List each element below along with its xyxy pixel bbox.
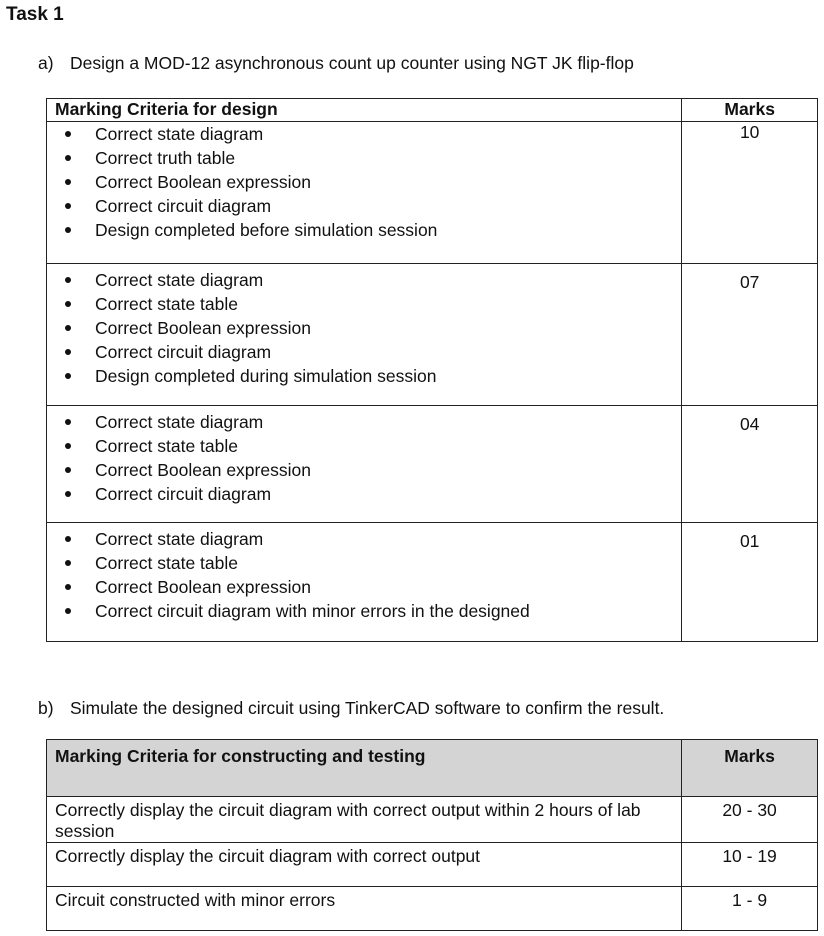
list-item: Correct state diagram	[47, 122, 681, 146]
list-item: Correct Boolean expression	[47, 458, 681, 482]
list-item: Correct state table	[47, 551, 681, 575]
list-item: Correct circuit diagram with minor errors in the designed	[47, 599, 681, 623]
list-item: Correct state table	[47, 292, 681, 316]
list-item: Design completed before simulation session	[47, 218, 681, 242]
list-item: Correct circuit diagram	[47, 340, 681, 364]
table-row	[47, 797, 818, 843]
marks-header: Marks	[682, 99, 818, 122]
criteria-cell: Correctly display the circuit diagram with correct output within 2 hours of lab session	[47, 797, 682, 843]
list-item: Correct circuit diagram	[47, 482, 681, 506]
part-b-label: b)	[38, 698, 54, 718]
list-item: Correct truth table	[47, 146, 681, 170]
criteria-cell: Circuit constructed with minor errors	[47, 887, 682, 931]
table-row	[47, 843, 818, 887]
list-item: Correct circuit diagram	[47, 194, 681, 218]
table-header-row	[47, 99, 818, 122]
list-item: Correct state table	[47, 434, 681, 458]
criteria-cell	[47, 122, 682, 264]
table-row	[47, 406, 818, 523]
table-row	[47, 523, 818, 642]
list-item: Correct Boolean expression	[47, 575, 681, 599]
list-item: Design completed during simulation session	[47, 364, 681, 388]
table-row	[47, 122, 818, 264]
testing-criteria-table	[46, 739, 818, 931]
part-b-text: Simulate the designed circuit using TinkerCAD software to confirm the result.	[70, 698, 665, 718]
list-item: Correct state diagram	[47, 410, 681, 434]
criteria-header: Marking Criteria for design	[47, 99, 682, 122]
part-a-label: a)	[38, 53, 54, 73]
criteria-header: Marking Criteria for constructing and testing	[47, 740, 682, 797]
criteria-cell: Correctly display the circuit diagram with correct output	[47, 843, 682, 887]
table-row	[47, 887, 818, 931]
task-title: Task 1	[6, 4, 64, 25]
marks-value: 10 - 19	[682, 843, 818, 887]
marks-value: 1 - 9	[682, 887, 818, 931]
part-a-text: Design a MOD-12 asynchronous count up counter using NGT JK flip-flop	[70, 53, 634, 73]
marks-header: Marks	[682, 740, 818, 797]
marks-value: 07	[682, 264, 818, 406]
part-a-heading	[38, 53, 634, 74]
part-b-heading	[38, 698, 664, 719]
marks-value: 10	[682, 122, 818, 264]
criteria-cell	[47, 264, 682, 406]
marks-value: 20 - 30	[682, 797, 818, 843]
list-item: Correct Boolean expression	[47, 316, 681, 340]
table-row	[47, 264, 818, 406]
list-item: Correct state diagram	[47, 268, 681, 292]
criteria-cell	[47, 523, 682, 642]
table-header-row	[47, 740, 818, 797]
design-criteria-table	[46, 98, 818, 642]
marks-value: 04	[682, 406, 818, 523]
list-item: Correct state diagram	[47, 527, 681, 551]
marks-value: 01	[682, 523, 818, 642]
list-item: Correct Boolean expression	[47, 170, 681, 194]
criteria-cell	[47, 406, 682, 523]
